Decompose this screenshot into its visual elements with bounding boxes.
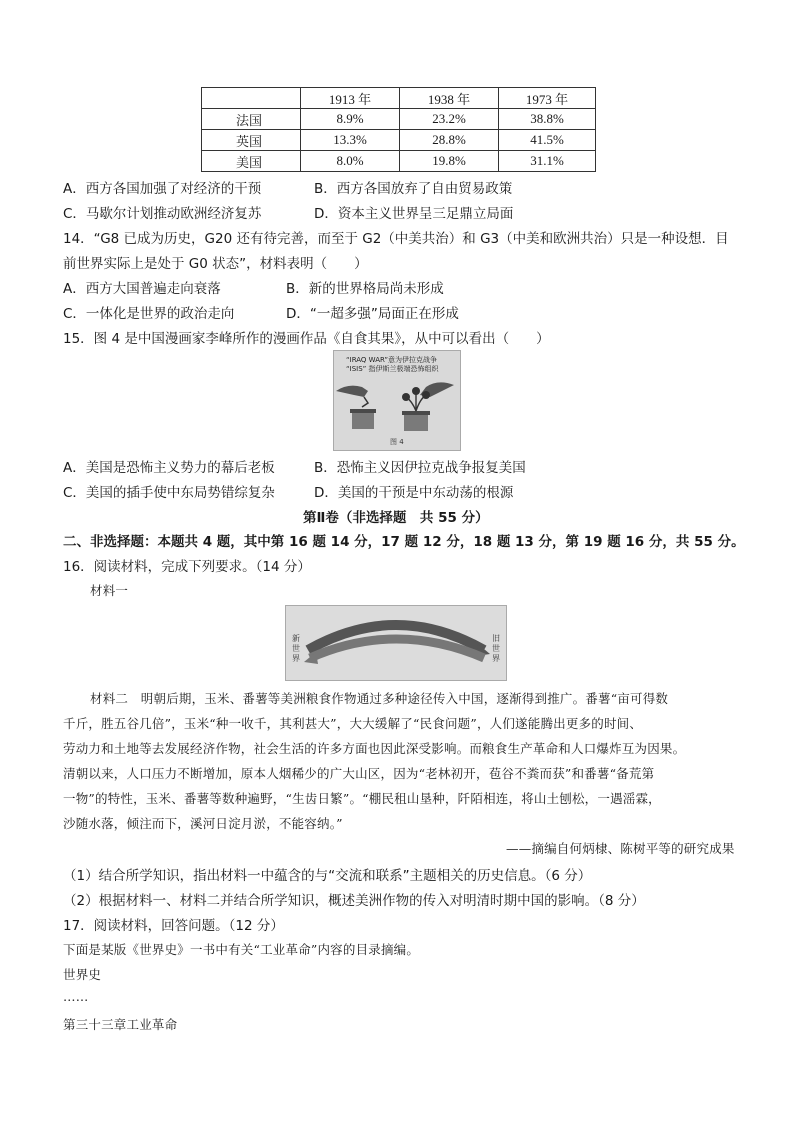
table-cell: 23.2% [400, 109, 499, 130]
diagram-left-label: 新 世 界 [292, 634, 300, 663]
q15-option-d: D．美国的干预是中东动荡的根源 [314, 485, 514, 501]
q17-stem: 17．阅读材料，回答问题。（12 分） [63, 918, 284, 934]
q17-chapter: 第三十三章工业革命 [63, 1017, 178, 1032]
q16-stem: 16．阅读材料，完成下列要求。（14 分） [63, 559, 311, 575]
table-cell: 41.5% [499, 130, 596, 151]
table-header-cell: 1938 年 [400, 88, 499, 109]
q17-book-title: 世界史 [63, 967, 102, 982]
table-row [202, 130, 596, 151]
q14-stem-line1: 14．“G8 已成为历史，G20 还有待完善，而至于 G2（中美共治）和 G3（中美和欧洲共治）只是一种设想．目 [63, 231, 729, 247]
data-table [201, 87, 596, 172]
part2-title: 第Ⅱ卷（非选择题 共 55 分） [303, 510, 489, 526]
cartoon-caption: 图 4 [390, 438, 404, 446]
part2-heading: 二、非选择题：本题共 4 题，其中第 16 题 14 分，17 题 12 分，18 题 13 分，第 19 题 16 分，共 55 分。 [63, 534, 745, 550]
table-header-cell [202, 88, 301, 109]
q16-material2-line: 一物”的特性，玉米、番薯等数种遍野，“生齿日繁”。“棚民租山垦种，阡陌相连，将山土刨松，一遇滛霖， [63, 791, 661, 806]
table-header-row [202, 88, 596, 109]
q13-option-d: D．资本主义世界呈三足鼎立局面 [314, 206, 514, 222]
table-header-cell: 1913 年 [301, 88, 400, 109]
q16-material2-line: 劳动力和土地等去发展经济作物，社会生活的许多方面也因此深受影响。而粮食生产革命和人口爆炸互为因果。 [63, 741, 686, 756]
q16-material2-line: 千斤，胜五谷几倍”，玉米“种一收千，其利甚大”，大大缓解了“民食问题”，人们遂能腾出更多的时间、 [63, 716, 643, 731]
table-row-header: 法国 [202, 109, 301, 130]
table-row-header: 美国 [202, 151, 301, 172]
cartoon-drawing [334, 373, 460, 437]
q16-source: ——摘编自何炳棣、陈树平等的研究成果 [506, 841, 735, 856]
exchange-arrows [286, 606, 506, 680]
q14-option-c: C．一体化是世界的政治走向 [63, 306, 235, 322]
q16-material2-line: 清朝以来，人口压力不断增加，原本人烟稀少的广大山区，因为“老林初开，苞谷不粪而获”和番薯“备荒第 [63, 766, 655, 781]
q16-material1-label: 材料一 [90, 583, 129, 598]
table-cell: 19.8% [400, 151, 499, 172]
q14-option-a: A．西方大国普遍走向衰落 [63, 281, 221, 297]
q17-intro: 下面是某版《世界史》一书中有关“工业革命”内容的目录摘编。 [63, 942, 420, 957]
table-row [202, 109, 596, 130]
q17-ellipsis: …… [63, 989, 89, 1004]
q13-option-a: A．西方各国加强了对经济的干预 [63, 181, 262, 197]
q14-option-d: D．“一超多强”局面正在形成 [286, 306, 459, 322]
q15-option-b: B．恐怖主义因伊拉克战争报复美国 [314, 460, 526, 476]
q15-option-a: A．美国是恐怖主义势力的幕后老板 [63, 460, 275, 476]
cartoon-text-1: “IRAQ WAR”意为伊拉克战争 [346, 356, 438, 364]
q13-option-c: C．马歇尔计划推动欧洲经济复苏 [63, 206, 262, 222]
exchange-diagram [285, 605, 507, 681]
q13-option-b: B．西方各国放弃了自由贸易政策 [314, 181, 513, 197]
table-cell: 8.0% [301, 151, 400, 172]
q16-subquestion-1: （1）结合所学知识，指出材料一中蕴含的与“交流和联系”主题相关的历史信息。（6 分） [63, 868, 592, 884]
q14-stem-line2: 前世界实际上是处于 G0 状态”，材料表明（ ） [63, 256, 368, 272]
table-cell: 38.8% [499, 109, 596, 130]
q16-subquestion-2: （2）根据材料一、材料二并结合所学知识，概述美洲作物的传入对明清时期中国的影响。（8 分） [63, 893, 645, 909]
table-cell: 13.3% [301, 130, 400, 151]
cartoon-text-2: “ISIS” 指伊斯兰极端恐怖组织 [346, 365, 439, 373]
q15-stem: 15．图 4 是中国漫画家李峰所作的漫画作品《自食其果》，从中可以看出（ ） [63, 331, 550, 347]
diagram-right-label: 旧 世 界 [492, 634, 500, 663]
table-row-header: 英国 [202, 130, 301, 151]
q15-option-c: C．美国的插手使中东局势错综复杂 [63, 485, 275, 501]
q16-material2-line: 材料二 明朝后期，玉米、番薯等美洲粮食作物通过多种途径传入中国，逐渐得到推广。番薯“亩可得数 [90, 691, 669, 706]
q16-material2-line: 沙随水落，倾注而下，溪河日淀月淤，不能容纳。” [63, 816, 343, 831]
table-cell: 31.1% [499, 151, 596, 172]
table-header-cell: 1973 年 [499, 88, 596, 109]
table-cell: 8.9% [301, 109, 400, 130]
q14-option-b: B．新的世界格局尚未形成 [286, 281, 444, 297]
cartoon-image [333, 350, 461, 451]
table-cell: 28.8% [400, 130, 499, 151]
table-row [202, 151, 596, 172]
